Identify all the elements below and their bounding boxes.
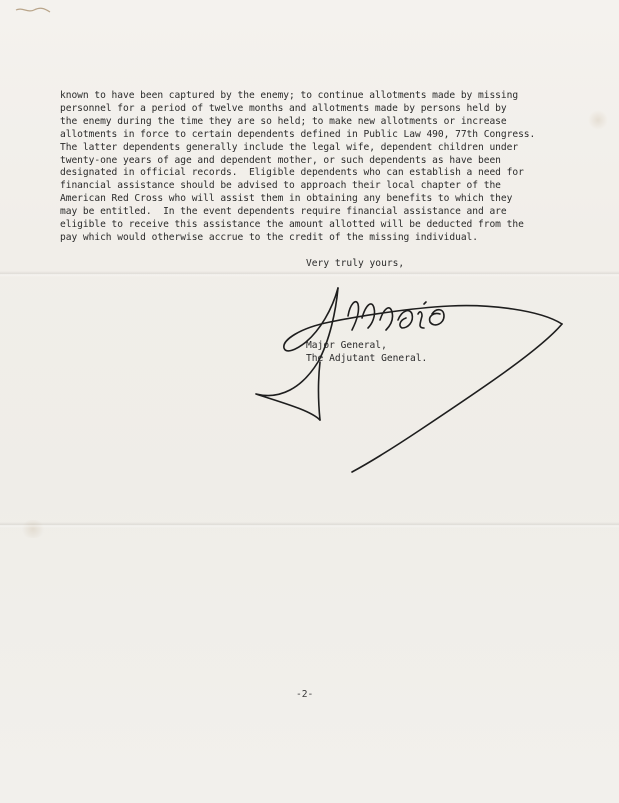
body-line: The latter dependents generally include the legal wife, dependent children under [60, 141, 519, 153]
body-line: American Red Cross who will assist them in obtaining any benefits to which they [60, 193, 513, 205]
body-line: pay which would otherwise accrue to the credit of the missing individual. [60, 231, 478, 243]
body-line: twenty-one years of age and dependent mother, or such dependents as have been [60, 154, 501, 166]
closing-salutation: Very truly yours, [306, 258, 405, 269]
signer-rank: Major General, [306, 340, 387, 351]
body-line: designated in official records. Eligible dependents who can establish a need for [60, 167, 524, 179]
body-line: allotments in force to certain dependents defined in Public Law 490, 77th Congress. [60, 128, 536, 140]
page-number: -2- [296, 689, 314, 700]
body-line: the enemy during the time they are so held; to make new allotments or increase [60, 115, 507, 127]
body-line: may be entitled. In the event dependents require financial assistance and are [60, 206, 507, 218]
body-line: financial assistance should be advised to approach their local chapter of the [60, 180, 501, 192]
body-line: known to have been captured by the enemy; to continue allotments made by missing [60, 90, 519, 101]
signer-office: The Adjutant General. [306, 353, 428, 364]
corner-pencil-mark [14, 4, 54, 18]
signer-title [306, 339, 427, 365]
letter-body [60, 90, 605, 245]
handwritten-signature [240, 270, 580, 480]
body-line: eligible to receive this assistance the amount allotted will be deducted from the [60, 219, 524, 231]
paper-fold-line [0, 522, 619, 528]
body-line: personnel for a period of twelve months and allotments made by persons held by [60, 102, 507, 114]
